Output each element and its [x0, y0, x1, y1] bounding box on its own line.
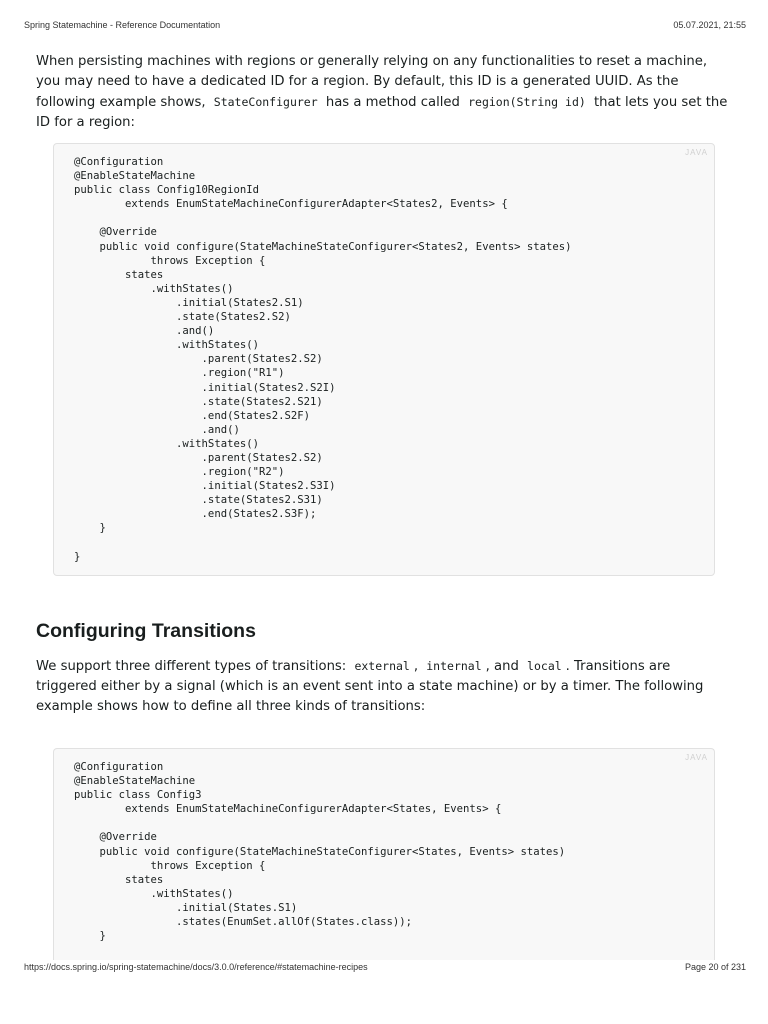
inline-code-local: local — [527, 659, 562, 673]
page-url: https://docs.spring.io/spring-statemachine/docs/3.0.0/reference/#statemachine-recipes — [24, 962, 368, 972]
inline-code-stateconfigurer: StateConfigurer — [213, 95, 318, 109]
page-footer — [24, 962, 746, 972]
paragraph-text: When persisting machines with regions or generally relying on any functionalities to reset a machine, you may need to have a dedicated ID for a region. By default, this ID is a generated UUID. As the following example shows, — [36, 54, 708, 110]
transitions-paragraph — [36, 656, 732, 717]
section-heading: Configuring Transitions — [36, 620, 256, 642]
code-block-transitions — [53, 748, 715, 960]
document-title: Spring Statemachine - Reference Documentation — [24, 20, 221, 30]
paragraph-text: , and — [485, 659, 519, 674]
inline-code-external: external — [354, 659, 410, 673]
paragraph-text: We support three different types of transitions: — [36, 659, 347, 674]
paragraph-text: that lets you set the ID for a region: — [36, 95, 728, 130]
region-id-paragraph — [36, 52, 732, 133]
print-datetime: 05.07.2021, 21:55 — [673, 20, 746, 30]
code-block-region-id — [53, 143, 715, 576]
paragraph-text: , — [413, 659, 419, 674]
page-header — [24, 20, 746, 30]
inline-code-region-method: region(String id) — [468, 95, 586, 109]
code-listing: @Configuration @EnableStateMachine public class Config3 extends EnumStateMachineConfigurerAdapter<States, Events> { @Override public void configure(StateMachineStateConfigurer<States, Events> states) throws Exception { states .withStates() .initial(States.S1) .states(EnumSet.allOf(States.class)); } — [74, 761, 566, 943]
paragraph-text: has a method called — [325, 95, 460, 110]
inline-code-internal: internal — [426, 659, 482, 673]
page-number: Page 20 of 231 — [684, 962, 746, 972]
code-language-label: JAVA — [685, 753, 708, 762]
code-listing: @Configuration @EnableStateMachine public class Config10RegionId extends EnumStateMachineConfigurerAdapter<States2, Events> { @Override public void configure(StateMachineStateConfigurer<States2, Events> states) throws Exception { states .withStates() .initial(States2.S1) .state(States2.S2) .and() .withStates() .parent(States2.S2) .region("R1") .initial(States2.S2I) .state(States2.S21) .end(States2.S2F) .and() .withStates() .parent(States2.S2) .region("R2") .initial(States2.S3I) .state(States2.S31) .end(States2.S3F); } } — [74, 156, 572, 563]
paragraph-text: . Transitions are triggered either by a signal (which is an event sent into a state machine) or by a timer. The following example shows how to define all three kinds of transitions: — [36, 659, 704, 714]
code-language-label: JAVA — [685, 148, 708, 157]
